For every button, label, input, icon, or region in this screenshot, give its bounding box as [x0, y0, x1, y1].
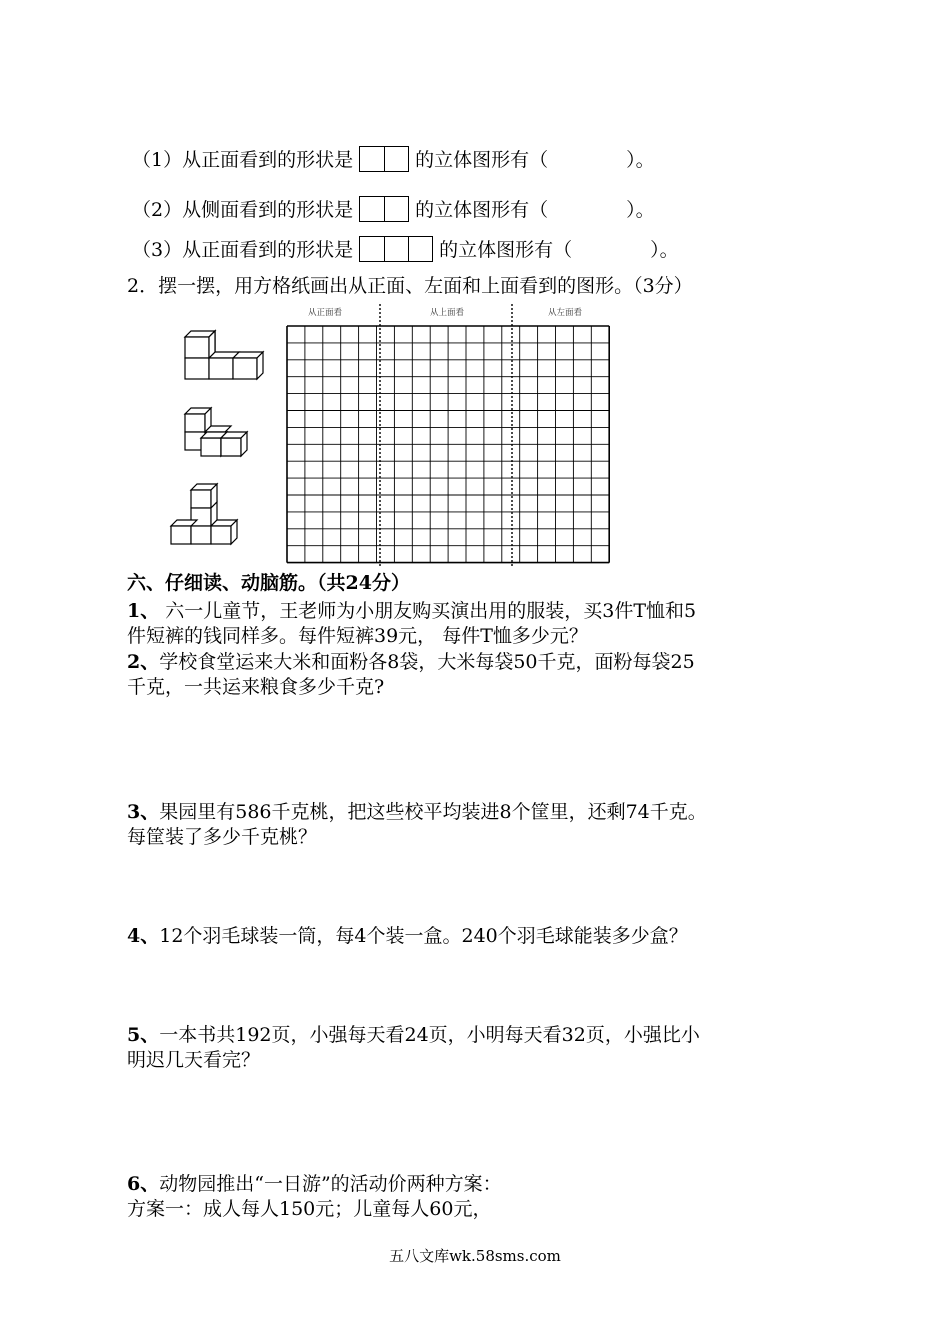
problem-3-line-2: 每筐装了多少千克桃？ [127, 826, 318, 848]
grid-lines [287, 326, 609, 563]
grid-label-top: 从上面看 [430, 308, 465, 318]
q1-item-3-end: ）。 [650, 239, 679, 261]
problem-5-line-2: 明迟几天看完？ [127, 1049, 261, 1071]
grid-paper[interactable] [284, 304, 610, 566]
problem-6-line-1: 6、动物园推出“一日游”的活动价两种方案： [127, 1173, 502, 1195]
cube-stacks-figure [165, 320, 275, 550]
cube-stack-2-icon [185, 408, 247, 456]
problem-1-line-2: 件短裤的钱同样多。每件短裤39元， 每件T恤多少元？ [127, 625, 588, 647]
q1-item-3-prefix: （3）从正面看到的形状是 [132, 239, 354, 261]
cube-stack-1-icon [185, 331, 263, 379]
problem-1-line-1: 1、 六一儿童节，王老师为小朋友购买演出用的服装，买3件T恤和5 [127, 600, 697, 622]
problem-3-line-1: 3、果园里有586千克桃，把这些校平均装进8个筐里，还剩74千克。 [127, 801, 707, 823]
q1-item-2 [132, 196, 655, 222]
q1-item-2-end: ）。 [626, 199, 655, 221]
two-square-shape-icon [359, 196, 409, 222]
problem-4-line-1: 4、12个羽毛球装一筒，每4个装一盒。240个羽毛球能装多少盒？ [127, 925, 688, 947]
problem-2-line-2: 千克，一共运来粮食多少千克? [127, 676, 385, 698]
q1-item-2-suffix: 的立体图形有（ [415, 199, 549, 221]
q1-item-1-suffix: 的立体图形有（ [415, 149, 549, 171]
grid-label-front: 从正面看 [308, 308, 343, 318]
problem-2-line-1: 2、学校食堂运来大米和面粉各8袋，大米每袋50千克，面粉每袋25 [127, 651, 695, 673]
problem-6-line-2: 方案一：成人每人150元；儿童每人60元， [127, 1198, 492, 1220]
section-6-title: 六、仔细读、动脑筋。（共24分） [127, 572, 410, 594]
cube-stack-3-icon [171, 484, 237, 544]
q1-item-1 [132, 146, 655, 172]
q1-item-1-end: ）。 [626, 149, 655, 171]
q1-item-3 [132, 236, 679, 262]
two-square-shape-icon [359, 146, 409, 172]
three-square-shape-icon [359, 236, 433, 262]
problem-5-line-1: 5、一本书共192页，小强每天看24页，小明每天看32页，小强比小 [127, 1024, 700, 1046]
q1-item-2-prefix: （2）从侧面看到的形状是 [132, 199, 354, 221]
q2-text: 2．摆一摆，用方格纸画出从正面、左面和上面看到的图形。（3分） [127, 275, 693, 297]
q1-item-1-prefix: （1）从正面看到的形状是 [132, 149, 354, 171]
q1-item-3-suffix: 的立体图形有（ [439, 239, 573, 261]
grid-label-left: 从左面看 [548, 308, 583, 318]
footer-watermark: 五八文库wk.58sms.com [389, 1247, 561, 1265]
